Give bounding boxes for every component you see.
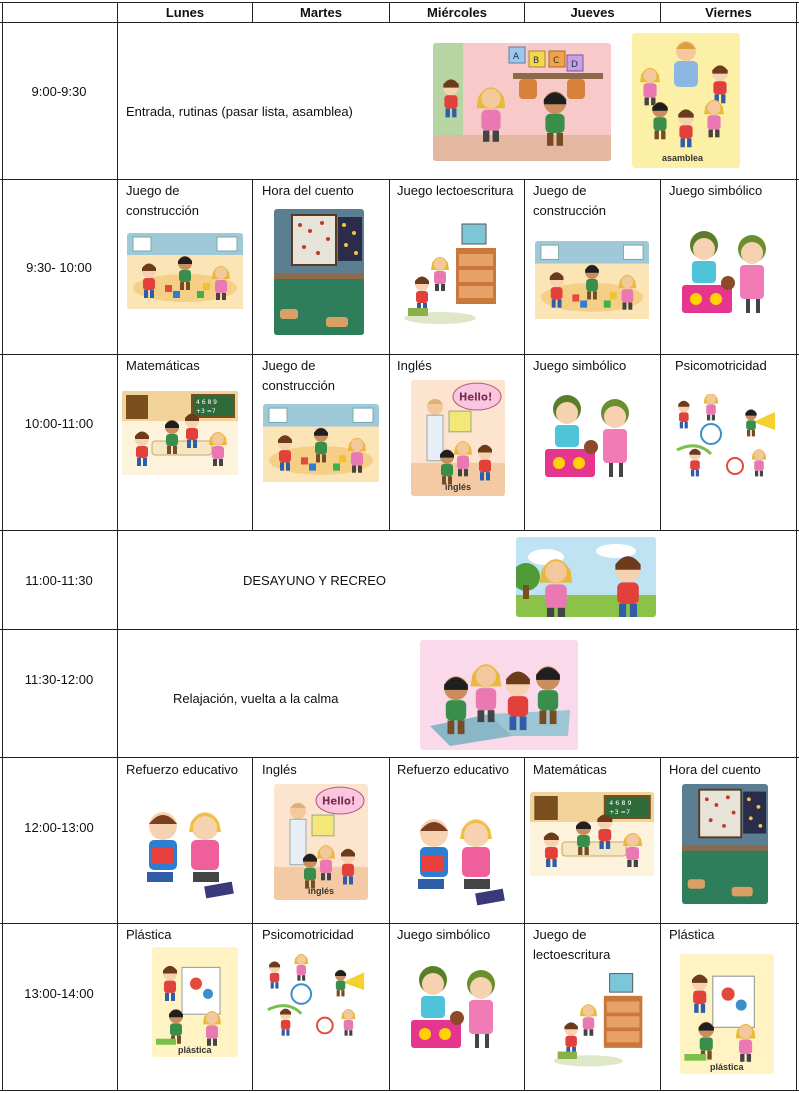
activity-cell: Hora del cuento xyxy=(262,183,354,198)
svg-text:D: D xyxy=(571,60,578,70)
day-header-lunes: Lunes xyxy=(165,5,205,20)
svg-text:A: A xyxy=(513,52,520,62)
activity-cell: Juego de construcción xyxy=(126,183,199,218)
activity-cell: Juego de construcción xyxy=(262,358,335,393)
activity-cell: Plástica xyxy=(669,927,715,942)
art-illustration xyxy=(680,954,774,1074)
reading-support-illustration xyxy=(129,798,241,902)
symbolic-play-illustration xyxy=(675,223,777,323)
relaxation-illustration xyxy=(420,640,578,750)
symbolic-play-illustration xyxy=(538,387,640,487)
activity-relajacion: Relajación, vuelta a la calma xyxy=(173,691,339,706)
construction-illustration xyxy=(263,404,379,484)
math-illustration xyxy=(530,792,654,876)
time-slot-7: 13:00-14:00 xyxy=(24,986,94,1001)
english-caption: inglés xyxy=(445,482,472,492)
time-slot-2: 9:30- 10:00 xyxy=(26,260,92,275)
construction-illustration xyxy=(127,233,243,311)
activity-cell: Refuerzo educativo xyxy=(126,762,239,777)
time-slot-5: 11:30-12:00 xyxy=(24,672,94,687)
activity-cell: Juego lectoescritura xyxy=(397,183,514,198)
time-slot-6: 12:00-13:00 xyxy=(24,820,94,835)
activity-entrada: Entrada, rutinas (pasar lista, asamblea) xyxy=(126,104,353,119)
activity-cell: Matemáticas xyxy=(126,358,200,373)
activity-cell: Inglés xyxy=(262,762,297,777)
story-corner-illustration xyxy=(682,784,768,904)
construction-illustration xyxy=(535,241,649,321)
day-header-miercoles: Miércoles xyxy=(427,5,487,20)
activity-cell: Matemáticas xyxy=(533,762,607,777)
time-slot-1: 9:00-9:30 xyxy=(31,84,87,99)
activity-cell: Inglés xyxy=(397,358,432,373)
recess-illustration xyxy=(516,537,656,617)
day-header-viernes: Viernes xyxy=(705,5,752,20)
art-caption: plástica xyxy=(178,1045,212,1055)
time-slot-3: 10:00-11:00 xyxy=(24,416,94,431)
literacy-illustration xyxy=(550,968,650,1072)
english-illustration xyxy=(411,380,505,496)
reading-support-illustration xyxy=(400,805,512,909)
activity-cell: Psicomotricidad xyxy=(262,927,354,942)
activity-cell: Juego simbólico xyxy=(669,183,763,198)
symbolic-play-illustration xyxy=(404,958,506,1058)
activity-cell: Hora del cuento xyxy=(669,762,761,777)
psychomotor-illustration xyxy=(262,954,372,1038)
svg-text:C: C xyxy=(553,56,560,66)
art-caption: plástica xyxy=(710,1062,744,1072)
story-corner-illustration xyxy=(274,209,364,335)
activity-cell: Psicomotricidad xyxy=(675,358,767,373)
day-header-jueves: Jueves xyxy=(570,5,615,20)
activity-cell: Juego de construcción xyxy=(533,183,606,218)
activity-cell: Juego simbólico xyxy=(397,927,491,942)
svg-text:B: B xyxy=(533,56,540,66)
classroom-entry-illustration xyxy=(433,43,611,161)
activity-cell: Plástica xyxy=(126,927,172,942)
psychomotor-illustration xyxy=(671,394,783,478)
activity-cell: Refuerzo educativo xyxy=(397,762,510,777)
activity-cell: Juego simbólico xyxy=(533,358,627,373)
asamblea-caption: asamblea xyxy=(662,153,704,163)
day-header-martes: Martes xyxy=(300,5,342,20)
art-illustration xyxy=(152,947,238,1057)
math-illustration xyxy=(121,391,239,475)
asamblea-illustration xyxy=(632,33,740,168)
english-caption: inglés xyxy=(308,886,335,896)
literacy-illustration xyxy=(400,218,504,330)
activity-desayuno: DESAYUNO Y RECREO xyxy=(243,573,387,588)
time-slot-4: 11:00-11:30 xyxy=(25,573,93,588)
english-illustration xyxy=(274,784,368,900)
activity-cell: Juego de lectoescritura xyxy=(533,927,611,962)
